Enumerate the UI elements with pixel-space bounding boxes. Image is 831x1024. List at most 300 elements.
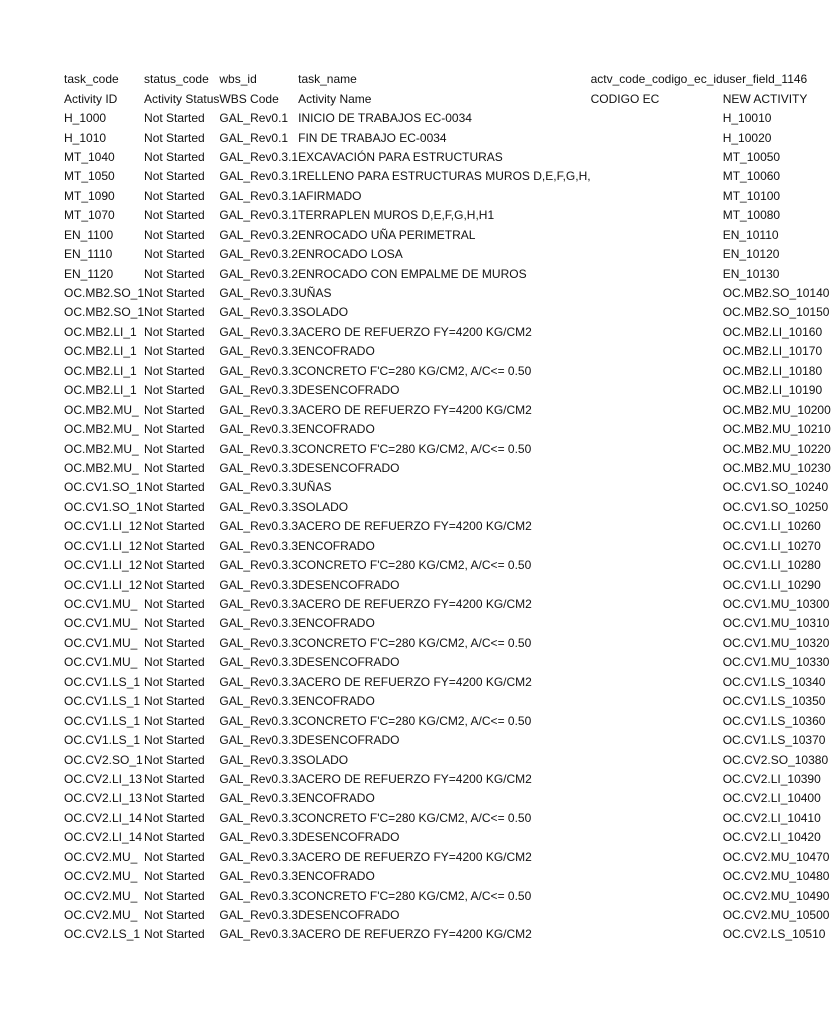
wbs-id-cell: GAL_Rev0.1 <box>219 130 289 145</box>
table-row <box>64 264 831 283</box>
new-activity-cell: OC.MB2.MU_10220 <box>722 441 831 456</box>
task-name-cell: FIN DE TRABAJO EC-0034 <box>298 130 447 145</box>
new-activity-cell: OC.CV1.LS_10360 <box>722 713 826 728</box>
new-activity-cell: EN_10130 <box>722 266 780 281</box>
task-name-cell: DESENCOFRADO <box>298 733 400 748</box>
task-name-cell: CONCRETO F'C=280 KG/CM2, A/C<= 0.50 <box>298 441 532 456</box>
codigo-ec-cell <box>591 595 723 614</box>
task-code-cell: OC.CV2.MU_ <box>64 908 138 923</box>
task-code-cell: OC.CV1.LI_12 <box>64 538 143 553</box>
codigo-ec-cell <box>591 264 723 283</box>
new-activity-cell: EN_10120 <box>722 247 780 262</box>
status-code-cell: Not Started <box>144 635 205 650</box>
codigo-ec-cell <box>591 245 723 264</box>
new-activity-cell: EN_10110 <box>722 227 779 242</box>
new-activity-cell: OC.CV2.MU_10490 <box>722 888 830 903</box>
table-row <box>64 653 831 672</box>
status-code-cell: Not Started <box>144 927 205 942</box>
status-code-cell: Not Started <box>144 674 205 689</box>
table-row <box>64 809 831 828</box>
status-code-cell: Activity Status <box>144 91 220 106</box>
task-code-cell: OC.MB2.MU_ <box>64 441 139 456</box>
codigo-ec-cell <box>591 673 723 692</box>
wbs-id-cell: GAL_Rev0.3.3 <box>219 771 299 786</box>
codigo-ec-cell <box>591 634 723 653</box>
codigo-ec-cell <box>591 478 723 497</box>
table-row <box>64 925 831 944</box>
codigo-ec-cell <box>591 886 723 905</box>
table-row <box>64 731 831 750</box>
codigo-ec-cell <box>591 498 723 517</box>
status-code-cell: Not Started <box>144 558 205 573</box>
table-row <box>64 167 831 186</box>
new-activity-cell: OC.CV2.MU_10480 <box>722 869 830 884</box>
status-code-cell: Not Started <box>144 460 205 475</box>
new-activity-cell: OC.CV2.MU_10470 <box>722 849 830 864</box>
new-activity-cell: OC.CV2.LI_10410 <box>722 810 821 825</box>
task-name-cell: DESENCOFRADO <box>298 908 400 923</box>
wbs-id-cell: GAL_Rev0.3.3 <box>219 324 299 339</box>
wbs-id-cell: GAL_Rev0.3.3 <box>219 888 299 903</box>
wbs-id-cell: GAL_Rev0.3.1 <box>219 208 299 223</box>
table-row <box>64 362 831 381</box>
task-name-cell: ACERO DE REFUERZO FY=4200 KG/CM2 <box>298 771 532 786</box>
wbs-id-cell: GAL_Rev0.3.3 <box>219 519 299 534</box>
wbs-id-cell: GAL_Rev0.3.3 <box>219 791 299 806</box>
task-code-cell: OC.CV1.MU_ <box>64 616 138 631</box>
status-code-cell: Not Started <box>144 169 205 184</box>
task-code-cell: OC.CV1.LS_1 <box>64 694 141 709</box>
table-row <box>64 342 831 361</box>
status-code-cell: Not Started <box>144 480 205 495</box>
codigo-ec-cell <box>591 537 723 556</box>
wbs-id-cell: GAL_Rev0.3.1 <box>219 188 299 203</box>
new-activity-cell: OC.CV1.LI_10290 <box>722 577 821 592</box>
task-code-cell: OC.MB2.SO_1 <box>64 305 145 320</box>
wbs-id-cell: GAL_Rev0.1 <box>219 111 289 126</box>
status-code-cell: Not Started <box>144 869 205 884</box>
task-name-cell: CONCRETO F'C=280 KG/CM2, A/C<= 0.50 <box>298 888 532 903</box>
wbs-id-cell: GAL_Rev0.3.3 <box>219 635 299 650</box>
new-activity-cell: OC.CV1.LS_10350 <box>722 694 826 709</box>
task-code-cell: MT_1050 <box>64 169 115 184</box>
status-code-cell: Not Started <box>144 363 205 378</box>
task-name-cell: ACERO DE REFUERZO FY=4200 KG/CM2 <box>298 674 532 689</box>
new-activity-cell: OC.CV2.LI_10400 <box>722 791 821 806</box>
codigo-ec-cell: actv_code_codigo_ec_id <box>590 72 723 87</box>
new-activity-cell: OC.CV1.MU_10330 <box>722 655 830 670</box>
task-code-cell: OC.CV1.MU_ <box>64 597 138 612</box>
codigo-ec-cell <box>591 770 723 789</box>
task-name-cell: ENCOFRADO <box>298 869 375 884</box>
status-code-cell: Not Started <box>144 188 205 203</box>
codigo-ec-cell <box>591 653 723 672</box>
codigo-ec-cell <box>591 284 723 303</box>
task-name-cell: ACERO DE REFUERZO FY=4200 KG/CM2 <box>298 849 532 864</box>
table-row <box>64 750 831 769</box>
table-row <box>64 770 831 789</box>
status-code-cell: Not Started <box>144 344 205 359</box>
task-code-cell: OC.CV2.MU_ <box>64 849 138 864</box>
task-name-cell: DESENCOFRADO <box>298 577 400 592</box>
new-activity-cell: OC.CV1.SO_10240 <box>722 480 829 495</box>
task-code-cell: Activity ID <box>64 91 118 106</box>
task-name-cell: SOLADO <box>298 752 349 767</box>
wbs-id-cell: GAL_Rev0.3.3 <box>219 538 299 553</box>
status-code-cell: Not Started <box>144 499 205 514</box>
task-name-cell: AFIRMADO <box>298 188 362 203</box>
task-name-cell: CONCRETO F'C=280 KG/CM2, A/C<= 0.50 <box>298 558 532 573</box>
wbs-id-cell: GAL_Rev0.3.3 <box>219 344 299 359</box>
wbs-id-cell: GAL_Rev0.3.3 <box>219 577 299 592</box>
table-row <box>64 906 831 925</box>
task-name-cell: UÑAS <box>298 480 332 495</box>
task-code-cell: OC.CV2.LI_13 <box>64 771 143 786</box>
codigo-ec-cell <box>591 517 723 536</box>
codigo-ec-cell <box>591 381 723 400</box>
task-code-cell: OC.CV2.LS_1 <box>64 927 141 942</box>
wbs-id-cell: GAL_Rev0.3.3 <box>219 441 299 456</box>
task-code-cell: OC.MB2.LI_1 <box>64 344 137 359</box>
task-name-cell: ENCOFRADO <box>298 616 375 631</box>
task-name-cell: ENCOFRADO <box>298 694 375 709</box>
table-row <box>64 614 831 633</box>
codigo-ec-cell <box>591 303 723 322</box>
task-name-cell: CONCRETO F'C=280 KG/CM2, A/C<= 0.50 <box>298 363 532 378</box>
status-code-cell: Not Started <box>144 888 205 903</box>
table-row <box>64 556 831 575</box>
codigo-ec-cell <box>591 362 723 381</box>
wbs-id-cell: GAL_Rev0.3.3 <box>219 674 299 689</box>
task-name-cell: Activity Name <box>298 91 372 106</box>
new-activity-cell: OC.MB2.MU_10200 <box>722 402 831 417</box>
wbs-id-cell: GAL_Rev0.3.3 <box>219 616 299 631</box>
codigo-ec-cell <box>591 459 723 478</box>
status-code-cell: Not Started <box>144 810 205 825</box>
task-code-cell: OC.MB2.MU_ <box>64 402 139 417</box>
status-code-cell: Not Started <box>144 791 205 806</box>
new-activity-cell: OC.CV1.LS_10370 <box>722 733 826 748</box>
task-code-cell: OC.CV2.SO_1 <box>64 752 143 767</box>
task-code-cell: OC.CV1.LI_12 <box>64 519 143 534</box>
codigo-ec-cell <box>591 556 723 575</box>
new-activity-cell: OC.MB2.LI_10160 <box>722 324 823 339</box>
wbs-id-cell: GAL_Rev0.3.3 <box>219 286 299 301</box>
task-code-cell: OC.MB2.LI_1 <box>64 363 137 378</box>
task-name-cell: ACERO DE REFUERZO FY=4200 KG/CM2 <box>298 927 532 942</box>
status-code-cell: Not Started <box>144 111 205 126</box>
activity-table <box>64 70 831 945</box>
task-name-cell: DESENCOFRADO <box>298 460 400 475</box>
new-activity-cell: OC.CV2.LI_10420 <box>722 830 821 845</box>
task-code-cell: OC.CV1.MU_ <box>64 655 138 670</box>
task-name-cell: SOLADO <box>298 305 349 320</box>
new-activity-cell: OC.CV1.LI_10270 <box>722 538 821 553</box>
wbs-id-cell: GAL_Rev0.3.3 <box>219 752 299 767</box>
task-code-cell: H_1010 <box>64 130 107 145</box>
task-name-cell: ENROCADO CON EMPALME DE MUROS <box>298 266 527 281</box>
task-code-cell: MT_1090 <box>64 188 115 203</box>
new-activity-cell: OC.CV1.SO_10250 <box>722 499 829 514</box>
task-code-cell: OC.CV1.LI_12 <box>64 577 143 592</box>
table-row <box>64 575 831 594</box>
activity-table-body <box>64 70 831 945</box>
status-code-cell: status_code <box>144 72 209 87</box>
table-row <box>64 848 831 867</box>
wbs-id-cell: wbs_id <box>219 72 257 87</box>
table-row <box>64 381 831 400</box>
status-code-cell: Not Started <box>144 771 205 786</box>
task-code-cell: OC.CV2.LI_14 <box>64 830 143 845</box>
table-row <box>64 245 831 264</box>
new-activity-cell: MT_10050 <box>722 149 781 164</box>
codigo-ec-cell <box>591 323 723 342</box>
wbs-id-cell: WBS Code <box>219 91 279 106</box>
task-code-cell: OC.MB2.MU_ <box>64 460 139 475</box>
status-code-cell: Not Started <box>144 402 205 417</box>
task-name-cell: CONCRETO F'C=280 KG/CM2, A/C<= 0.50 <box>298 810 532 825</box>
task-name-cell: INICIO DE TRABAJOS EC-0034 <box>298 111 472 126</box>
codigo-ec-cell <box>591 439 723 458</box>
status-code-cell: Not Started <box>144 597 205 612</box>
table-row <box>64 478 831 497</box>
new-activity-cell: OC.MB2.SO_10140 <box>722 286 830 301</box>
new-activity-cell: OC.CV1.MU_10320 <box>722 635 830 650</box>
new-activity-cell: OC.MB2.LI_10170 <box>722 344 823 359</box>
wbs-id-cell: GAL_Rev0.3.3 <box>219 383 299 398</box>
task-code-cell: OC.CV1.LS_1 <box>64 733 141 748</box>
wbs-id-cell: GAL_Rev0.3.2 <box>219 247 299 262</box>
codigo-ec-cell <box>591 226 723 245</box>
new-activity-cell: H_10010 <box>722 111 772 126</box>
wbs-id-cell: GAL_Rev0.3.3 <box>219 422 299 437</box>
table-row <box>64 595 831 614</box>
field-name-row <box>64 70 831 89</box>
table-row <box>64 420 831 439</box>
new-activity-cell: OC.MB2.MU_10210 <box>722 422 831 437</box>
wbs-id-cell: GAL_Rev0.3.3 <box>219 597 299 612</box>
task-name-cell: CONCRETO F'C=280 KG/CM2, A/C<= 0.50 <box>298 713 532 728</box>
status-code-cell: Not Started <box>144 247 205 262</box>
new-activity-cell: OC.CV2.MU_10500 <box>722 908 830 923</box>
wbs-id-cell: GAL_Rev0.3.3 <box>219 558 299 573</box>
status-code-cell: Not Started <box>144 849 205 864</box>
task-code-cell: OC.CV1.SO_1 <box>64 499 143 514</box>
new-activity-cell: MT_10100 <box>722 188 781 203</box>
task-name-cell: ENROCADO LOSA <box>298 247 403 262</box>
wbs-id-cell: GAL_Rev0.3.3 <box>219 849 299 864</box>
wbs-id-cell: GAL_Rev0.3.1 <box>219 149 299 164</box>
task-code-cell: OC.MB2.MU_ <box>64 422 139 437</box>
status-code-cell: Not Started <box>144 519 205 534</box>
codigo-ec-cell <box>591 692 723 711</box>
task-code-cell: OC.CV1.LI_12 <box>64 558 143 573</box>
wbs-id-cell: GAL_Rev0.3.3 <box>219 402 299 417</box>
status-code-cell: Not Started <box>144 266 205 281</box>
table-row <box>64 439 831 458</box>
task-code-cell: task_code <box>64 72 119 87</box>
wbs-id-cell: GAL_Rev0.3.3 <box>219 499 299 514</box>
codigo-ec-cell <box>591 731 723 750</box>
codigo-ec-cell <box>591 828 723 847</box>
new-activity-cell: OC.CV2.SO_10380 <box>722 752 829 767</box>
codigo-ec-cell <box>591 809 723 828</box>
task-code-cell: OC.MB2.LI_1 <box>64 324 137 339</box>
task-code-cell: OC.CV2.LI_14 <box>64 810 143 825</box>
new-activity-cell: OC.CV2.LI_10390 <box>722 771 821 786</box>
status-code-cell: Not Started <box>144 383 205 398</box>
task-code-cell: OC.CV1.SO_1 <box>64 480 143 495</box>
table-row <box>64 284 831 303</box>
wbs-id-cell: GAL_Rev0.3.3 <box>219 869 299 884</box>
wbs-id-cell: GAL_Rev0.3.3 <box>219 713 299 728</box>
codigo-ec-cell <box>591 614 723 633</box>
codigo-ec-cell <box>591 342 723 361</box>
task-name-cell: ACERO DE REFUERZO FY=4200 KG/CM2 <box>298 519 532 534</box>
table-row <box>64 673 831 692</box>
table-row <box>64 459 831 478</box>
codigo-ec-cell <box>591 109 723 128</box>
codigo-ec-cell <box>591 128 723 147</box>
task-code-cell: EN_1120 <box>64 266 114 281</box>
new-activity-cell: OC.CV1.LI_10280 <box>722 558 821 573</box>
wbs-id-cell: GAL_Rev0.3.1 <box>219 169 299 184</box>
status-code-cell: Not Started <box>144 830 205 845</box>
table-row <box>64 148 831 167</box>
new-activity-cell: H_10020 <box>722 130 772 145</box>
task-name-cell: ENROCADO UÑA PERIMETRAL <box>298 227 476 242</box>
codigo-ec-cell <box>591 848 723 867</box>
wbs-id-cell: GAL_Rev0.3.2 <box>219 227 299 242</box>
status-code-cell: Not Started <box>144 227 205 242</box>
task-code-cell: OC.MB2.SO_1 <box>64 286 145 301</box>
task-name-cell: ACERO DE REFUERZO FY=4200 KG/CM2 <box>298 402 532 417</box>
task-name-cell: UÑAS <box>298 286 332 301</box>
column-header-row <box>64 89 831 108</box>
wbs-id-cell: GAL_Rev0.3.3 <box>219 363 299 378</box>
task-name-cell: ENCOFRADO <box>298 791 375 806</box>
codigo-ec-cell <box>591 400 723 419</box>
status-code-cell: Not Started <box>144 908 205 923</box>
new-activity-cell: OC.CV2.LS_10510 <box>722 927 826 942</box>
task-code-cell: EN_1100 <box>64 227 114 242</box>
task-name-cell: ENCOFRADO <box>298 344 375 359</box>
table-row <box>64 187 831 206</box>
new-activity-cell: OC.CV1.LS_10340 <box>722 674 826 689</box>
task-code-cell: MT_1070 <box>64 208 115 223</box>
table-row <box>64 128 831 147</box>
new-activity-cell: OC.MB2.LI_10190 <box>722 383 823 398</box>
wbs-id-cell: GAL_Rev0.3.2 <box>219 266 299 281</box>
table-row <box>64 537 831 556</box>
table-row <box>64 323 831 342</box>
task-name-cell: ENCOFRADO <box>298 422 375 437</box>
task-code-cell: OC.MB2.LI_1 <box>64 383 137 398</box>
task-name-cell: CONCRETO F'C=280 KG/CM2, A/C<= 0.50 <box>298 635 532 650</box>
wbs-id-cell: GAL_Rev0.3.3 <box>219 694 299 709</box>
status-code-cell: Not Started <box>144 422 205 437</box>
status-code-cell: Not Started <box>144 538 205 553</box>
new-activity-cell: OC.MB2.LI_10180 <box>722 363 823 378</box>
wbs-id-cell: GAL_Rev0.3.3 <box>219 305 299 320</box>
table-row <box>64 226 831 245</box>
status-code-cell: Not Started <box>144 305 205 320</box>
table-row <box>64 517 831 536</box>
codigo-ec-cell <box>591 750 723 769</box>
status-code-cell: Not Started <box>144 694 205 709</box>
status-code-cell: Not Started <box>144 616 205 631</box>
task-code-cell: EN_1110 <box>64 247 113 262</box>
task-name-cell: RELLENO PARA ESTRUCTURAS MUROS D,E,F,G,H, <box>298 169 591 184</box>
table-row <box>64 886 831 905</box>
status-code-cell: Not Started <box>144 286 205 301</box>
table-row <box>64 303 831 322</box>
table-row <box>64 711 831 730</box>
codigo-ec-cell <box>591 148 723 167</box>
new-activity-cell: OC.MB2.SO_10150 <box>722 305 830 320</box>
task-code-cell: OC.CV1.LS_1 <box>64 713 141 728</box>
codigo-ec-cell <box>591 925 723 944</box>
task-name-cell: SOLADO <box>298 499 349 514</box>
wbs-id-cell: GAL_Rev0.3.3 <box>219 733 299 748</box>
new-activity-cell: MT_10080 <box>722 208 781 223</box>
codigo-ec-cell <box>591 420 723 439</box>
task-name-cell: TERRAPLEN MUROS D,E,F,G,H,H1 <box>298 208 495 223</box>
table-row <box>64 109 831 128</box>
codigo-ec-cell: CODIGO EC <box>590 91 660 106</box>
table-row <box>64 400 831 419</box>
task-name-cell: DESENCOFRADO <box>298 383 400 398</box>
task-code-cell: OC.CV1.MU_ <box>64 635 138 650</box>
codigo-ec-cell <box>591 711 723 730</box>
task-code-cell: H_1000 <box>64 111 107 126</box>
wbs-id-cell: GAL_Rev0.3.3 <box>219 927 299 942</box>
codigo-ec-cell <box>591 906 723 925</box>
wbs-id-cell: GAL_Rev0.3.3 <box>219 810 299 825</box>
codigo-ec-cell <box>591 789 723 808</box>
wbs-id-cell: GAL_Rev0.3.3 <box>219 460 299 475</box>
wbs-id-cell: GAL_Rev0.3.3 <box>219 830 299 845</box>
status-code-cell: Not Started <box>144 149 205 164</box>
table-row <box>64 789 831 808</box>
wbs-id-cell: GAL_Rev0.3.3 <box>219 908 299 923</box>
status-code-cell: Not Started <box>144 441 205 456</box>
status-code-cell: Not Started <box>144 655 205 670</box>
task-code-cell: OC.CV2.MU_ <box>64 888 138 903</box>
new-activity-cell: MT_10060 <box>722 169 781 184</box>
status-code-cell: Not Started <box>144 713 205 728</box>
wbs-id-cell: GAL_Rev0.3.3 <box>219 655 299 670</box>
new-activity-cell: OC.MB2.MU_10230 <box>722 460 831 475</box>
new-activity-cell: user_field_1146 <box>722 72 808 87</box>
status-code-cell: Not Started <box>144 324 205 339</box>
status-code-cell: Not Started <box>144 752 205 767</box>
table-row <box>64 634 831 653</box>
new-activity-cell: NEW ACTIVITY <box>722 91 808 106</box>
task-name-cell: task_name <box>298 72 357 87</box>
task-name-cell: ACERO DE REFUERZO FY=4200 KG/CM2 <box>298 324 532 339</box>
status-code-cell: Not Started <box>144 130 205 145</box>
table-row <box>64 498 831 517</box>
task-code-cell: MT_1040 <box>64 149 115 164</box>
task-name-cell: EXCAVACIÓN PARA ESTRUCTURAS <box>298 149 503 164</box>
codigo-ec-cell <box>591 187 723 206</box>
table-row <box>64 867 831 886</box>
new-activity-cell: OC.CV1.MU_10310 <box>722 616 830 631</box>
codigo-ec-cell <box>591 167 723 186</box>
wbs-id-cell: GAL_Rev0.3.3 <box>219 480 299 495</box>
task-code-cell: OC.CV2.MU_ <box>64 869 138 884</box>
